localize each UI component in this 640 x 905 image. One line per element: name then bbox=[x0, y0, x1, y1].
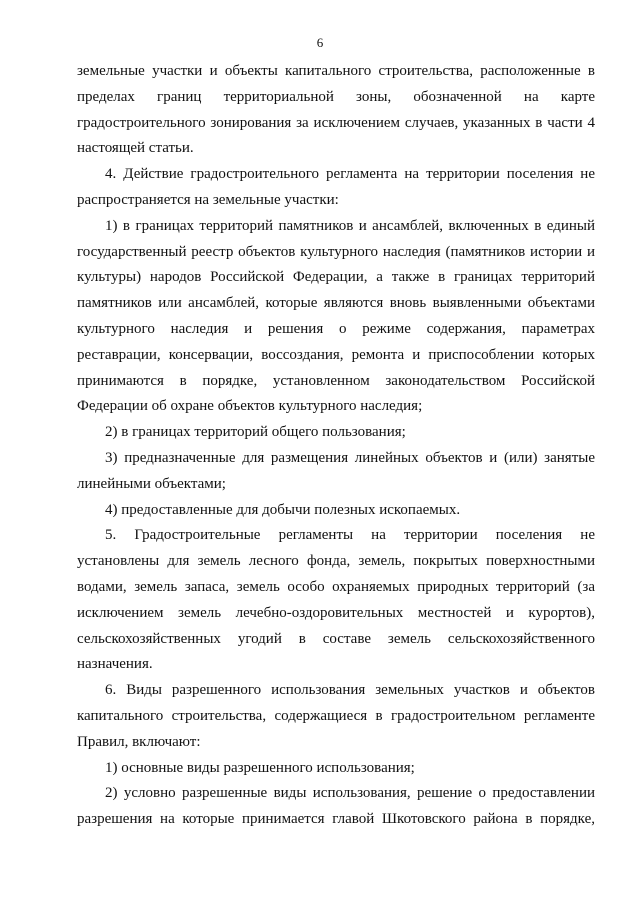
text-line: 6. Виды разрешенного использования земельных участков и объектов bbox=[105, 682, 595, 699]
text-line: градостроительного зонирования за исключением случаев, указанных в части 4 bbox=[77, 114, 595, 131]
text-line: пределах границ территориальной зоны, обозначенной на карте bbox=[77, 88, 595, 105]
text-line: 3) предназначенные для размещения линейных объектов и (или) занятые bbox=[105, 449, 595, 466]
paragraph bbox=[77, 678, 595, 755]
page-number: 6 bbox=[316, 35, 324, 50]
text-line: земельные участки и объекты капитального строительства, расположенные в bbox=[77, 63, 595, 79]
paragraph bbox=[77, 420, 595, 446]
paragraph bbox=[77, 781, 595, 833]
paragraph bbox=[77, 162, 595, 214]
text-line: 1) основные виды разрешенного использования; bbox=[105, 759, 415, 776]
text-line: 4. Действие градостроительного регламента на территории поселения не bbox=[105, 166, 595, 183]
document-body bbox=[77, 59, 595, 833]
text-line: 2) в границах территорий общего пользования; bbox=[105, 424, 406, 441]
text-line: исключением земель лечебно-оздоровительных местностей и курортов), bbox=[77, 604, 595, 621]
text-line: капитального строительства, содержащиеся в градостроительном регламенте bbox=[77, 707, 595, 724]
text-line: памятников или ансамблей, которые являются вновь выявленными объектами bbox=[77, 295, 595, 312]
paragraph bbox=[77, 498, 595, 524]
text-line: назначения. bbox=[77, 656, 153, 673]
text-line: принимаются в порядке, установленном законодательством Российской bbox=[77, 372, 595, 389]
text-line: 1) в границах территорий памятников и ансамблей, включенных в единый bbox=[105, 217, 595, 234]
text-line: Правил, включают: bbox=[77, 733, 201, 750]
paragraph bbox=[77, 523, 595, 678]
text-line: культурного наследия и решения о режиме содержания, параметрах bbox=[77, 320, 595, 337]
text-line: настоящей статьи. bbox=[77, 140, 194, 157]
paragraph bbox=[77, 59, 595, 162]
text-line: линейными объектами; bbox=[77, 475, 226, 492]
text-line: сельскохозяйственных угодий в составе земель сельскохозяйственного bbox=[77, 630, 595, 647]
text-line: государственный реестр объектов культурного наследия (памятников истории и bbox=[77, 243, 595, 260]
paragraph bbox=[77, 756, 595, 782]
text-line: 4) предоставленные для добычи полезных ископаемых. bbox=[105, 501, 461, 518]
text-line: установлены для земель лесного фонда, земель, покрытых поверхностными bbox=[77, 553, 595, 570]
text-line: Федерации об охране объектов культурного наследия; bbox=[77, 398, 423, 415]
text-line: 2) условно разрешенные виды использования, решение о предоставлении bbox=[105, 785, 595, 802]
text-line: водами, земель запаса, земель особо охраняемых природных территорий (за bbox=[77, 578, 595, 595]
text-line: реставрации, консервации, воссоздания, ремонта и приспособлении которых bbox=[77, 346, 595, 363]
text-line: распространяется на земельные участки: bbox=[77, 191, 339, 208]
text-line: культуры) народов Российской Федерации, а также в границах территорий bbox=[77, 269, 595, 286]
text-line: разрешения на которые принимается главой Шкотовского района в порядке, bbox=[77, 811, 595, 828]
paragraph bbox=[77, 214, 595, 420]
paragraph bbox=[77, 446, 595, 498]
text-line: 5. Градостроительные регламенты на территории поселения не bbox=[105, 527, 595, 544]
